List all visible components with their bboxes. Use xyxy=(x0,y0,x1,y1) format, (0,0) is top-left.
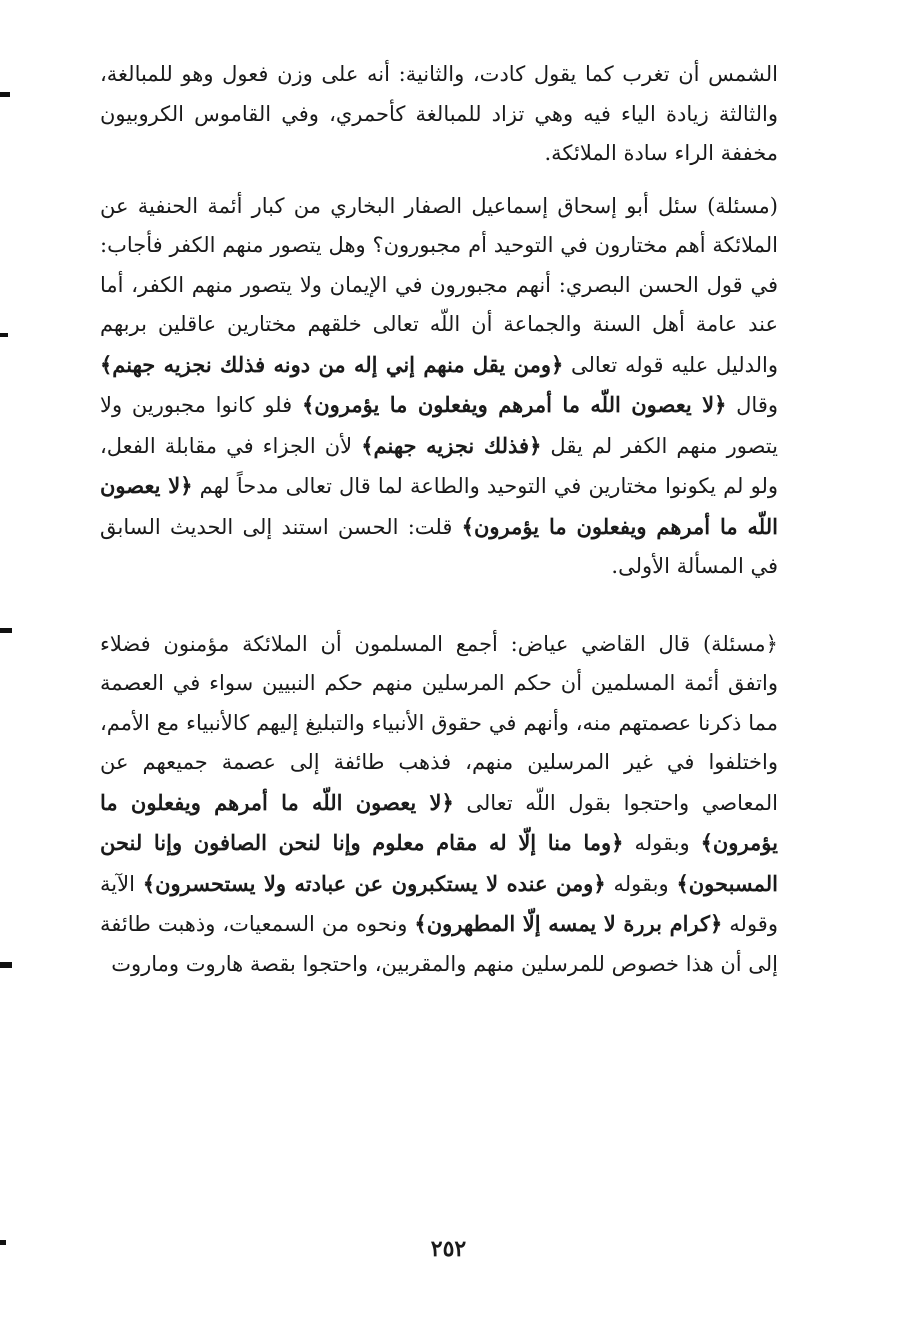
paragraph xyxy=(100,625,778,985)
margin-mark xyxy=(0,962,12,968)
text-segment: ونحوه من السمعيات، وذهبت طائفة إلى أن هذا خصوص للمرسلين منهم والمقربين، واحتجوا بقصة هاروت وماروت xyxy=(100,912,778,976)
text-column xyxy=(100,55,778,984)
text-segment: وبقوله xyxy=(623,831,701,855)
quran-verse: ﴿لا يعصون اللّه ما أمرهم ويفعلون ما يؤمرون﴾ xyxy=(301,392,727,417)
text-segment: فلو كانوا مجبورين ولا يتصور منهم الكفر لم يقل xyxy=(100,393,778,458)
quran-verse: ﴿وما منا إلّا له مقام معلوم وإنا لنحن الصافون وإنا لنحن المسبحون﴾ xyxy=(100,830,779,896)
paragraph xyxy=(100,187,778,587)
paragraph-gap xyxy=(100,587,778,625)
quran-verse: ﴿كرام بررة لا يمسه إلّا المطهرون﴾ xyxy=(414,911,723,936)
margin-mark xyxy=(0,1240,6,1245)
quran-verse: ﴿فذلك نجزيه جهنم﴾ xyxy=(361,432,542,458)
text-segment: لأن الجزاء في مقابلة الفعل، ولو لم يكونوا مختارين في التوحيد والطاعة لما قال تعالى مدحاً لهم xyxy=(100,433,778,498)
text-segment: قلت: الحسن استند إلى الحديث السابق في المسألة الأولى. xyxy=(100,514,778,578)
paragraph-gap xyxy=(100,174,778,187)
paragraph xyxy=(100,55,778,174)
text-segment: الشمس أن تغرب كما يقول كادت، والثانية: أنه على وزن فعول وهو للمبالغة، والثالثة زيادة الياء فيه وهي تزاد للمبالغة كأحمري، وفي القاموس الكروبيون مخففة الراء سادة الملائكة. xyxy=(100,62,778,165)
text-segment: الآية وقوله xyxy=(100,871,778,936)
margin-mark xyxy=(0,333,8,337)
page-number: ٢٥٢ xyxy=(430,1236,467,1262)
quran-verse: ﴿لا يعصون اللّه ما أمرهم ويفعلون ما يؤمرون﴾ xyxy=(100,473,778,539)
text-segment: وقال xyxy=(726,393,779,417)
margin-mark xyxy=(0,628,12,633)
text-segment: (مسئلة) سئل أبو إسحاق إسماعيل الصفار البخاري من كبار أئمة الحنفية عن الملائكة أهم مختارون في التوحيد أم مجبورون؟ وهل يتصور منهم الكفر فأجاب: في قول الحسن البصري: أنهم مجبورون في الإيمان ولا يتصور منهم الكفر، أما عند عامة أهل السنة والجماعة أن اللّه تعالى خلقهم مختارين عاقلين بربهم والدليل عليه قوله تعالى xyxy=(100,193,779,377)
text-segment: ﴿مسئلة) قال القاضي عياض: أجمع المسلمون أن الملائكة مؤمنون فضلاء واتفق أئمة المسلمين أن حكم المرسلين منهم حكم النبيين سواء في العصمة مما ذكرنا عصمتهم منه، وأنهم في حقوق الأنبياء والتبليغ إليهم كالأنبياء مع الأمم، واختلفوا في غير المرسلين منهم، فذهب طائفة إلى عصمة جميعهم عن المعاصي واحتجوا بقول اللّه تعالى xyxy=(100,631,778,815)
quran-verse: ﴿ومن عنده لا يستكبرون عن عبادته ولا يستحسرون﴾ xyxy=(142,870,606,896)
quran-verse: ﴿لا يعصون اللّه ما أمرهم ويفعلون ما يؤمرون﴾ xyxy=(100,789,778,855)
quran-verse: ﴿ومن يقل منهم إني إله من دونه فذلك نجزيه جهنم﴾ xyxy=(100,351,564,377)
margin-mark xyxy=(0,92,10,97)
text-segment: وبقوله xyxy=(605,871,677,896)
